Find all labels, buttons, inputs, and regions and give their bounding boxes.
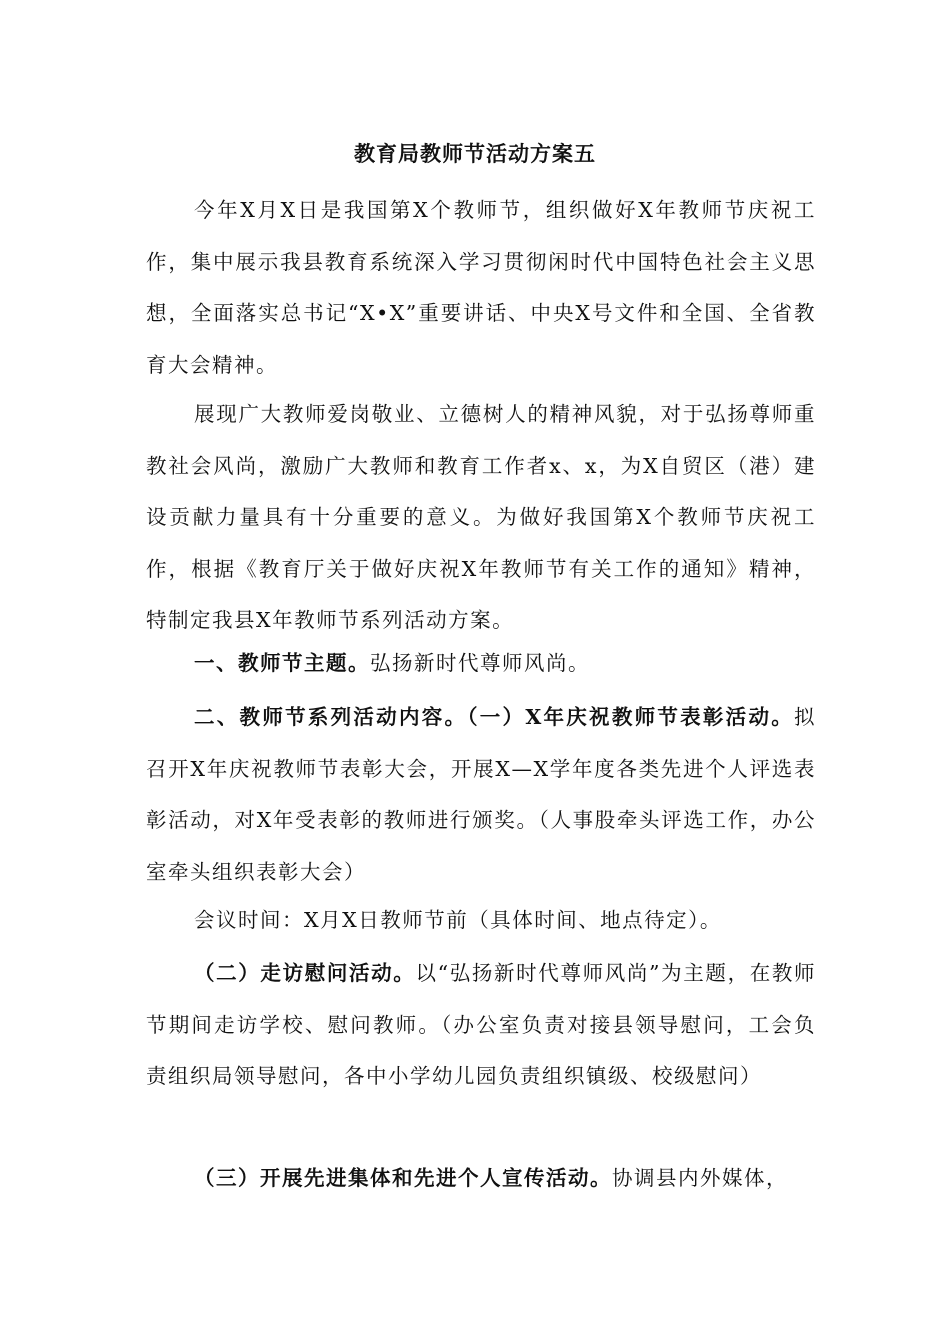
document-title: 教育局教师节活动方案五 <box>354 141 596 166</box>
theme-text: 弘扬新时代尊师风尚。 <box>370 651 590 675</box>
paragraph-publicity <box>146 1153 816 1205</box>
paragraph-activities <box>146 692 816 898</box>
visits-text: 以“弘扬新时代尊师风尚”为主题，在教师节期间走访学校、慰问教师。（办公室负责对接县领导慰问，工会负责组织局领导慰问，各中小学幼儿园负责组织镇级、校级慰问） <box>146 961 817 1089</box>
section-heading-publicity: （三）开展先进集体和先进个人宣传活动。 <box>194 1166 612 1190</box>
publicity-text: 协调县内外媒体， <box>612 1166 788 1190</box>
paragraph-theme <box>146 638 816 690</box>
section-heading-activities: 二、教师节系列活动内容。（一）X年庆祝教师节表彰活动。 <box>194 705 794 729</box>
paragraph-visits <box>146 948 816 1103</box>
activities-text: 拟召开X年庆祝教师节表彰大会，开展X—X学年度各类先进个人评选表彰活动，对X年受表彰的教师进行颁奖。（人事股牵头评选工作，办公室牵头组织表彰大会） <box>146 705 816 884</box>
paragraph-meeting-time: 会议时间：X月X日教师节前（具体时间、地点待定）。 <box>194 908 722 932</box>
paragraph-intro: 今年X月X日是我国第X个教师节，组织做好X年教师节庆祝工作，集中展示我县教育系统深入学习贯彻闲时代中国特色社会主义思想，全面落实总书记“X•X”重要讲话、中央X号文件和全国、全省教育大会精神。 <box>146 198 816 377</box>
paragraph-purpose: 展现广大教师爱岗敬业、立德树人的精神风貌，对于弘扬尊师重教社会风尚，激励广大教师和教育工作者x、x，为X自贸区（港）建设贡献力量具有十分重要的意义。为做好我国第X个教师节庆祝工作，根据《教育厅关于做好庆祝X年教师节有关工作的通知》精神，特制定我县X年教师节系列活动方案。 <box>146 402 816 633</box>
section-heading-theme: 一、教师节主题。 <box>194 651 370 675</box>
section-heading-visits: （二）走访慰问活动。 <box>194 961 416 985</box>
